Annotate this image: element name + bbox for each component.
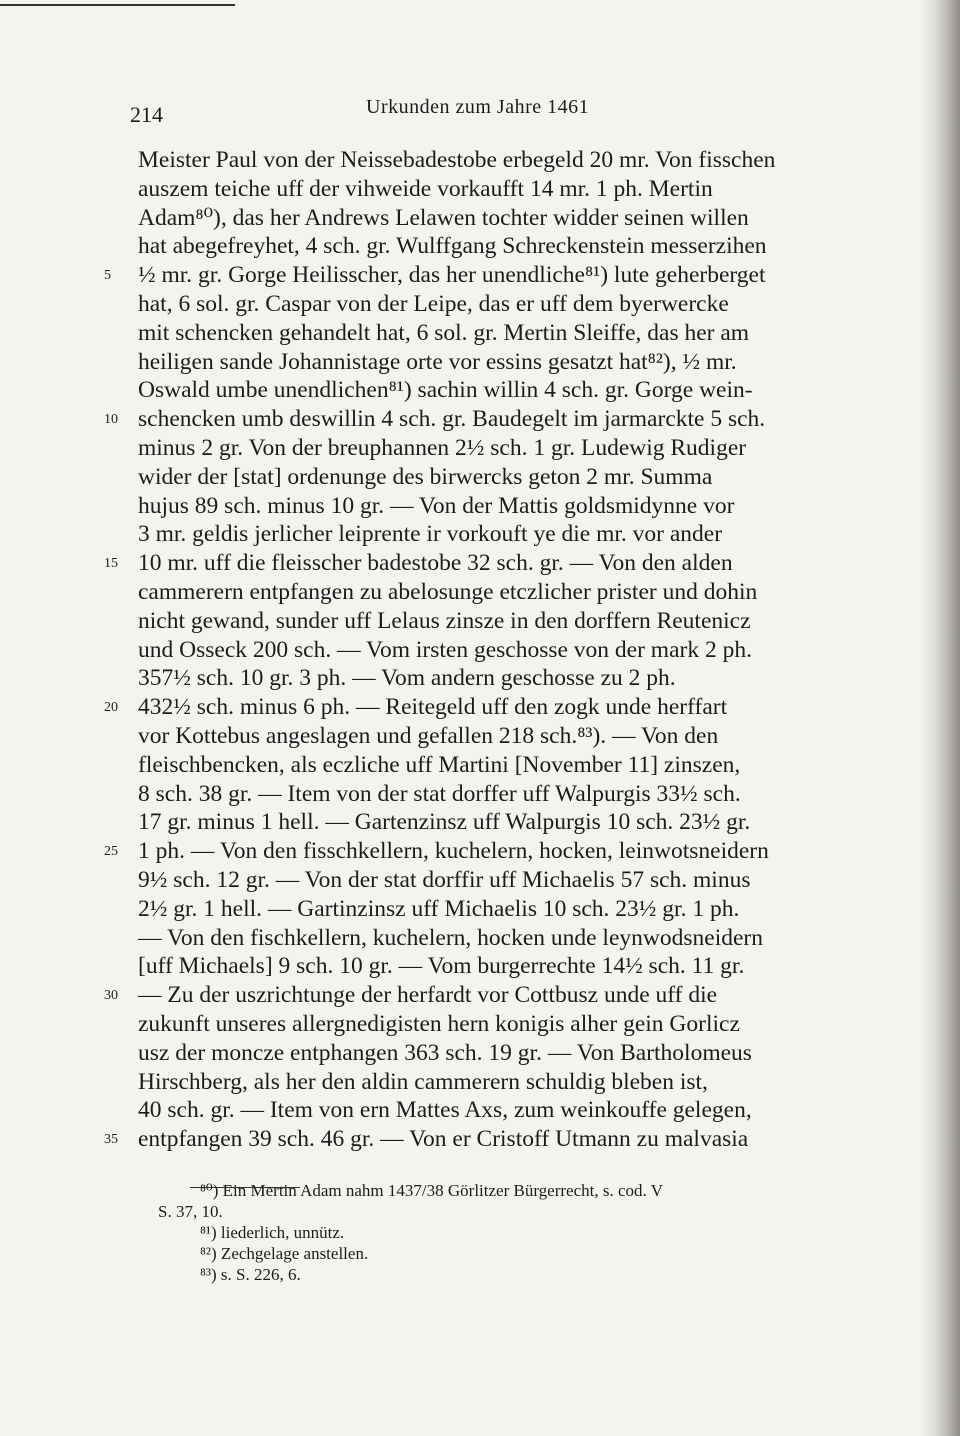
text-line — [104, 981, 858, 1010]
line-text: [uff Michaels] 9 sch. 10 gr. — Vom burgerrechte 14½ sch. 11 gr. — [138, 953, 745, 980]
text-line — [104, 549, 858, 578]
text-line — [138, 607, 858, 636]
line-text: auszem teiche uff der vihweide vorkaufft 14 mr. 1 ph. Mertin — [138, 175, 713, 202]
line-text: mit schencken gehandelt hat, 6 sol. gr. Mertin Sleiffe, das her am — [138, 319, 750, 346]
text-line — [138, 376, 858, 405]
text-line — [138, 348, 858, 377]
page-header — [130, 96, 850, 136]
line-text: — Zu der uszrichtunge der herfardt vor Cottbusz unde uff die — [138, 982, 718, 1009]
line-text: wider der [stat] ordenunge des birwercks geton 2 mr. Summa — [138, 463, 713, 490]
footnote: ⁸¹) liederlich, unnütz. — [200, 1223, 345, 1242]
line-number: 20 — [104, 700, 118, 716]
text-line — [138, 664, 858, 693]
footnote: ⁸³) s. S. 226, 6. — [200, 1265, 301, 1284]
line-text: Oswald umbe unendlichen⁸¹) sachin willin 4 sch. gr. Gorge wein- — [138, 377, 753, 404]
line-text: 9½ sch. 12 gr. — Von der stat dorffir uff Michaelis 57 sch. minus — [138, 866, 751, 893]
line-text: Meister Paul von der Neissebadestobe erbegeld 20 mr. Von fisschen — [138, 147, 776, 173]
line-number: 25 — [104, 844, 118, 860]
line-text: — Von den fischkellern, kuchelern, hocken unde leynwodsneidern — [138, 924, 763, 951]
text-line — [138, 520, 858, 549]
line-text: 357½ sch. 10 gr. 3 ph. — Vom andern geschosse zu 2 ph. — [138, 665, 676, 692]
line-text: hujus 89 sch. minus 10 gr. — Von der Mattis goldsmidynne vor — [138, 492, 735, 519]
text-line — [138, 952, 858, 981]
line-text: fleischbencken, als eczliche uff Martini [November 11] zinszen, — [138, 751, 741, 778]
text-line — [138, 636, 858, 665]
footnote: S. 37, 10. — [158, 1202, 223, 1221]
line-text: 40 sch. gr. — Item von ern Mattes Axs, zum weinkouffe gelegen, — [138, 1097, 752, 1124]
line-text: schencken umb deswillin 4 sch. gr. Baudegelt im jarmarckte 5 sch. — [138, 406, 766, 433]
text-line — [138, 434, 858, 463]
text-line — [104, 693, 858, 722]
text-line — [138, 204, 858, 233]
line-text: minus 2 gr. Von der breuphannen 2½ sch. 1 gr. Ludewig Rudiger — [138, 434, 747, 461]
line-number: 15 — [104, 556, 118, 572]
line-text: heiligen sande Johannistage orte vor essins gesatzt hat⁸²), ½ mr. — [138, 348, 737, 375]
text-line — [138, 866, 858, 895]
text-line — [138, 175, 858, 204]
line-number: 35 — [104, 1132, 118, 1148]
text-line — [138, 463, 858, 492]
text-line — [104, 837, 858, 866]
text-line — [138, 751, 858, 780]
text-line — [138, 290, 858, 319]
line-text: 2½ gr. 1 hell. — Gartinzinsz uff Michaelis 10 sch. 23½ gr. 1 ph. — [138, 895, 740, 922]
text-line — [138, 232, 858, 261]
text-line — [138, 578, 858, 607]
line-text: hat, 6 sol. gr. Caspar von der Leipe, das er uff dem byerwercke — [138, 290, 729, 317]
top-edge-rule — [0, 4, 235, 6]
page-number: 214 — [130, 102, 163, 127]
footnote: ⁸²) Zechgelage anstellen. — [200, 1244, 369, 1263]
line-text: 432½ sch. minus 6 ph. — Reitegeld uff den zogk unde herffart — [138, 694, 728, 721]
line-text: Adam⁸⁰), das her Andrews Lelawen tochter widder seinen willen — [138, 204, 749, 231]
text-line — [138, 1068, 858, 1097]
line-text: 3 mr. geldis jerlicher leiprente ir vorkouft ye die mr. vor ander — [138, 521, 723, 548]
text-line — [104, 1125, 858, 1154]
text-line — [138, 1096, 858, 1125]
text-line — [138, 492, 858, 521]
line-text: hat abegefreyhet, 4 sch. gr. Wulffgang Schreckenstein messerzihen — [138, 233, 767, 260]
line-text: cammerern entpfangen zu abelosunge etczlicher prister und dohin — [138, 578, 758, 605]
text-line — [138, 722, 858, 751]
line-text: und Osseck 200 sch. — Vom irsten geschosse von der mark 2 ph. — [138, 636, 752, 663]
line-text: entpfangen 39 sch. 46 gr. — Von er Cristoff Utmann zu malvasia — [138, 1126, 749, 1153]
text-line — [138, 1010, 858, 1039]
footnote: ⁸⁰) Ein Mertin Adam nahm 1437/38 Görlitzer Bürgerrecht, s. cod. V — [200, 1181, 663, 1200]
line-number: 10 — [104, 412, 118, 428]
text-line — [138, 1039, 858, 1068]
text-line — [138, 146, 858, 175]
text-line — [138, 895, 858, 924]
book-spine-edge — [920, 0, 960, 1436]
line-text: usz der moncze entphangen 363 sch. 19 gr. — Von Bartholomeus — [138, 1039, 752, 1066]
line-text: ½ mr. gr. Gorge Heilisscher, das her unendliche⁸¹) lute geherberget — [138, 262, 766, 289]
body-text — [104, 146, 858, 1154]
line-text: nicht gewand, sunder uff Lelaus zinsze in den dorffern Reutenicz — [138, 607, 751, 634]
text-line — [104, 405, 858, 434]
line-text: 10 mr. uff die fleisscher badestobe 32 sch. gr. — Von den alden — [138, 550, 733, 577]
text-line — [104, 261, 858, 290]
text-line — [138, 319, 858, 348]
line-number: 5 — [104, 268, 111, 284]
line-text: zukunft unseres allergnedigisten hern konigis alher gein Gorlicz — [138, 1010, 740, 1037]
running-title: Urkunden zum Jahre 1461 — [366, 96, 590, 118]
line-text: vor Kottebus angeslagen und gefallen 218 sch.⁸³). — Von den — [138, 722, 719, 749]
footnotes — [158, 1180, 858, 1285]
line-text: 8 sch. 38 gr. — Item von der stat dorffer uff Walpurgis 33½ sch. — [138, 780, 741, 807]
text-line — [138, 780, 858, 809]
text-line — [138, 808, 858, 837]
line-text: 1 ph. — Von den fisschkellern, kuchelern, hocken, leinwotsneidern — [138, 838, 769, 865]
text-line — [138, 924, 858, 953]
line-text: Hirschberg, als her den aldin cammerern schuldig bleben ist, — [138, 1068, 708, 1095]
line-number: 30 — [104, 988, 118, 1004]
line-text: 17 gr. minus 1 hell. — Gartenzinsz uff Walpurgis 10 sch. 23½ gr. — [138, 809, 751, 836]
